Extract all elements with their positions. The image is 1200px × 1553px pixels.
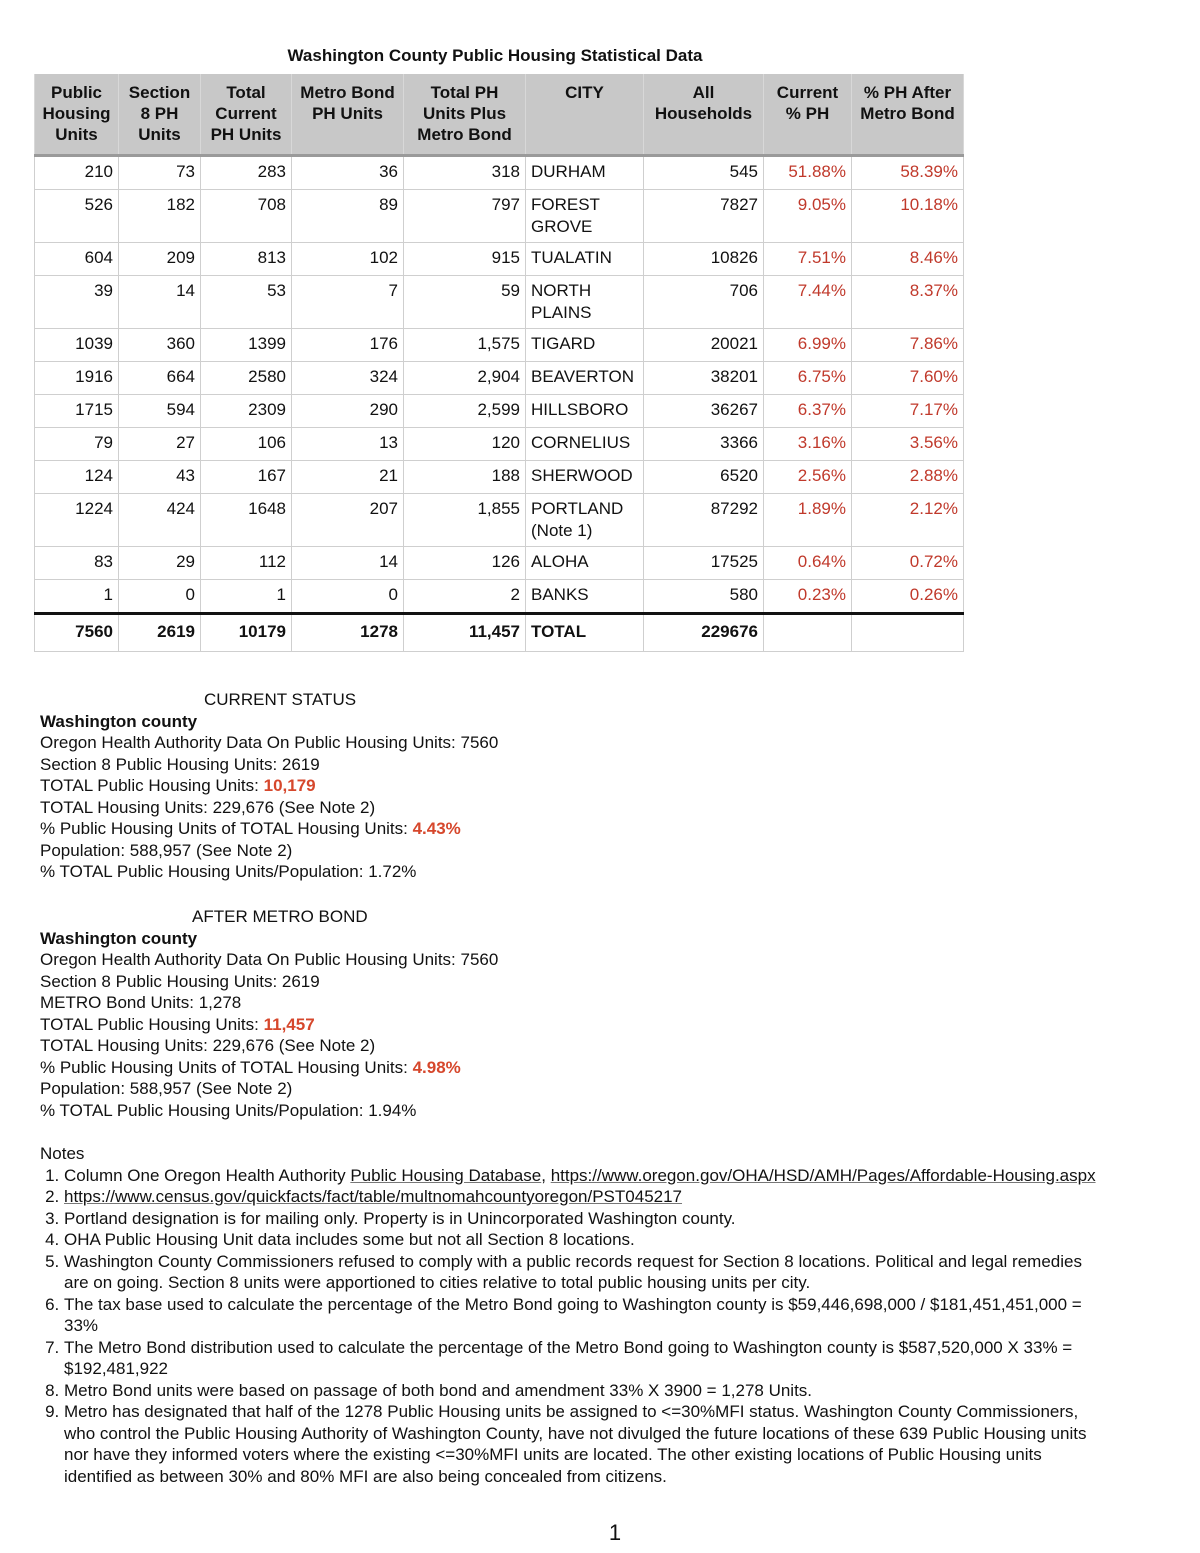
cell-metro-bond-units: 36 bbox=[292, 156, 404, 190]
cell-total-plus-metro: 1,575 bbox=[404, 329, 526, 362]
table-row bbox=[35, 362, 964, 395]
after-metro-bond-county: Washington county bbox=[40, 928, 198, 948]
cell-all-households: 7827 bbox=[644, 190, 764, 243]
cell-city: HILLSBORO bbox=[526, 395, 644, 428]
note-item: 8. Metro Bond units were based on passage of both bond and amendment 33% X 3900 = 1,278 Units. bbox=[64, 1380, 1100, 1402]
cell-current-pct bbox=[764, 614, 852, 652]
cell-after-pct: 8.46% bbox=[852, 243, 964, 276]
cell-metro-bond-units: 13 bbox=[292, 428, 404, 461]
cell-metro-bond-units: 1278 bbox=[292, 614, 404, 652]
cell-after-pct: 8.37% bbox=[852, 276, 964, 329]
cell-metro-bond-units: 0 bbox=[292, 580, 404, 614]
note-item: 7. The Metro Bond distribution used to calculate the percentage of the Metro Bond going to Washington county is $587,520,000 X 33% = $192,481,922 bbox=[64, 1337, 1100, 1380]
cell-total-plus-metro: 2,904 bbox=[404, 362, 526, 395]
cell-city: BANKS bbox=[526, 580, 644, 614]
after-metro-bond-heading: AFTER METRO BOND bbox=[192, 907, 368, 926]
header-public-housing-units: Public Housing Units bbox=[35, 74, 119, 156]
header-total-plus-metro: Total PH Units Plus Metro Bond bbox=[404, 74, 526, 156]
cell-total-plus-metro: 11,457 bbox=[404, 614, 526, 652]
current-status-heading: CURRENT STATUS bbox=[204, 690, 357, 709]
table-row bbox=[35, 428, 964, 461]
cell-metro-bond-units: 14 bbox=[292, 547, 404, 580]
cell-after-pct: 0.26% bbox=[852, 580, 964, 614]
cell-section8-units: 14 bbox=[119, 276, 201, 329]
cell-section8-units: 43 bbox=[119, 461, 201, 494]
cell-section8-units: 594 bbox=[119, 395, 201, 428]
cell-total-plus-metro: 797 bbox=[404, 190, 526, 243]
cell-public-housing-units: 83 bbox=[35, 547, 119, 580]
cell-public-housing-units: 1224 bbox=[35, 494, 119, 547]
cell-all-households: 545 bbox=[644, 156, 764, 190]
cell-total-current-units: 283 bbox=[201, 156, 292, 190]
cell-section8-units: 0 bbox=[119, 580, 201, 614]
cell-all-households: 38201 bbox=[644, 362, 764, 395]
cell-after-pct: 3.56% bbox=[852, 428, 964, 461]
cell-section8-units: 27 bbox=[119, 428, 201, 461]
cell-current-pct: 9.05% bbox=[764, 190, 852, 243]
status-line: TOTAL Housing Units: 229,676 (See Note 2) bbox=[40, 1036, 376, 1055]
note-item: 4. OHA Public Housing Unit data includes some but not all Section 8 locations. bbox=[64, 1229, 1100, 1251]
table-row bbox=[35, 276, 964, 329]
status-line: % Public Housing Units of TOTAL Housing Units: 4.43% bbox=[40, 819, 461, 838]
table-row bbox=[35, 243, 964, 276]
cell-total-current-units: 2309 bbox=[201, 395, 292, 428]
cell-section8-units: 664 bbox=[119, 362, 201, 395]
cell-city: SHERWOOD bbox=[526, 461, 644, 494]
cell-after-pct: 7.17% bbox=[852, 395, 964, 428]
table-row bbox=[35, 190, 964, 243]
cell-all-households: 17525 bbox=[644, 547, 764, 580]
cell-all-households: 706 bbox=[644, 276, 764, 329]
cell-total-current-units: 112 bbox=[201, 547, 292, 580]
cell-all-households: 580 bbox=[644, 580, 764, 614]
cell-metro-bond-units: 290 bbox=[292, 395, 404, 428]
status-line: TOTAL Housing Units: 229,676 (See Note 2) bbox=[40, 797, 376, 817]
oha-affordable-housing-link[interactable]: https://www.oregon.gov/OHA/HSD/AMH/Pages/Affordable-Housing.aspx bbox=[550, 1165, 1096, 1185]
cell-current-pct: 0.64% bbox=[764, 547, 852, 580]
cell-public-housing-units: 526 bbox=[35, 190, 119, 243]
housing-data-table bbox=[34, 74, 964, 652]
status-line: % TOTAL Public Housing Units/Population: 1.94% bbox=[40, 1100, 417, 1120]
cell-metro-bond-units: 102 bbox=[292, 243, 404, 276]
table-total-row bbox=[35, 614, 964, 652]
cell-public-housing-units: 7560 bbox=[35, 614, 119, 652]
header-section8-units: Section 8 PH Units bbox=[119, 74, 201, 156]
table-row bbox=[35, 329, 964, 362]
cell-total-plus-metro: 126 bbox=[404, 547, 526, 580]
cell-city: CORNELIUS bbox=[526, 428, 644, 461]
cell-after-pct bbox=[852, 614, 964, 652]
cell-metro-bond-units: 21 bbox=[292, 461, 404, 494]
cell-metro-bond-units: 324 bbox=[292, 362, 404, 395]
note-item: 5. Washington County Commissioners refused to comply with a public records request for Section 8 locations. Political and legal remedies are on going. Section 8 units were apportioned to cities relative to total public housing units per city. bbox=[64, 1251, 1100, 1294]
cell-city: FOREST GROVE bbox=[526, 190, 644, 243]
cell-total-plus-metro: 2,599 bbox=[404, 395, 526, 428]
document-title: Washington County Public Housing Statistical Data bbox=[287, 46, 703, 65]
cell-metro-bond-units: 89 bbox=[292, 190, 404, 243]
status-line: Oregon Health Authority Data On Public Housing Units: 7560 bbox=[40, 733, 499, 752]
notes-section bbox=[40, 1143, 1100, 1487]
cell-current-pct: 3.16% bbox=[764, 428, 852, 461]
cell-total-current-units: 708 bbox=[201, 190, 292, 243]
table-row bbox=[35, 494, 964, 547]
cell-total-current-units: 1 bbox=[201, 580, 292, 614]
cell-total-current-units: 1399 bbox=[201, 329, 292, 362]
notes-heading: Notes bbox=[40, 1144, 85, 1163]
cell-city: TOTAL bbox=[526, 614, 644, 652]
page-number: 1 bbox=[608, 1520, 622, 1545]
cell-current-pct: 0.23% bbox=[764, 580, 852, 614]
cell-public-housing-units: 79 bbox=[35, 428, 119, 461]
cell-total-plus-metro: 120 bbox=[404, 428, 526, 461]
cell-total-plus-metro: 915 bbox=[404, 243, 526, 276]
status-line: Population: 588,957 (See Note 2) bbox=[40, 1079, 293, 1098]
cell-after-pct: 7.60% bbox=[852, 362, 964, 395]
cell-current-pct: 6.99% bbox=[764, 329, 852, 362]
cell-after-pct: 0.72% bbox=[852, 547, 964, 580]
note-item: 1. Column One Oregon Health Authority Public Housing Database, https://www.oregon.gov/OHA/HSD/AMH/Pages/Affordable-Housing.aspx bbox=[64, 1165, 1100, 1187]
cell-total-current-units: 53 bbox=[201, 276, 292, 329]
cell-total-plus-metro: 2 bbox=[404, 580, 526, 614]
cell-section8-units: 360 bbox=[119, 329, 201, 362]
cell-public-housing-units: 39 bbox=[35, 276, 119, 329]
cell-total-current-units: 1648 bbox=[201, 494, 292, 547]
cell-section8-units: 424 bbox=[119, 494, 201, 547]
cell-after-pct: 58.39% bbox=[852, 156, 964, 190]
cell-all-households: 3366 bbox=[644, 428, 764, 461]
cell-city: ALOHA bbox=[526, 547, 644, 580]
census-quickfacts-link[interactable]: https://www.census.gov/quickfacts/fact/table/multnomahcountyoregon/PST045217 bbox=[64, 1187, 683, 1206]
current-status-county: Washington county bbox=[40, 711, 198, 731]
cell-metro-bond-units: 176 bbox=[292, 329, 404, 362]
table-row bbox=[35, 156, 964, 190]
cell-section8-units: 2619 bbox=[119, 614, 201, 652]
cell-section8-units: 73 bbox=[119, 156, 201, 190]
after-metro-bond-section bbox=[40, 906, 498, 1121]
cell-public-housing-units: 1 bbox=[35, 580, 119, 614]
header-total-current-units: Total Current PH Units bbox=[201, 74, 292, 156]
cell-total-current-units: 167 bbox=[201, 461, 292, 494]
cell-all-households: 10826 bbox=[644, 243, 764, 276]
cell-public-housing-units: 1039 bbox=[35, 329, 119, 362]
cell-section8-units: 29 bbox=[119, 547, 201, 580]
header-metro-bond-units: Metro Bond PH Units bbox=[292, 74, 404, 156]
cell-after-pct: 10.18% bbox=[852, 190, 964, 243]
cell-public-housing-units: 604 bbox=[35, 243, 119, 276]
status-line: Section 8 Public Housing Units: 2619 bbox=[40, 971, 320, 991]
cell-public-housing-units: 210 bbox=[35, 156, 119, 190]
note-item: 3. Portland designation is for mailing only. Property is in Unincorporated Washington county. bbox=[64, 1208, 1100, 1230]
cell-city: TUALATIN bbox=[526, 243, 644, 276]
cell-total-current-units: 813 bbox=[201, 243, 292, 276]
status-line: TOTAL Public Housing Units: 11,457 bbox=[40, 1014, 315, 1034]
cell-total-plus-metro: 1,855 bbox=[404, 494, 526, 547]
note-item: 9. Metro has designated that half of the 1278 Public Housing units be assigned to <=30%MFI status. Washington County Commissioners, who control the Public Housing Authority of Washington County, have not divulged the future locations of these 639 Public Housing units nor have they informed voters where the existing <=30%MFI units are located. The other existing locations of Public Housing units identified as between 30% and 80% MFI are also being concealed from citizens. bbox=[64, 1401, 1100, 1487]
cell-total-plus-metro: 59 bbox=[404, 276, 526, 329]
cell-after-pct: 2.88% bbox=[852, 461, 964, 494]
header-all-households: All Households bbox=[644, 74, 764, 156]
note-item: 6. The tax base used to calculate the percentage of the Metro Bond going to Washington county is $59,446,698,000 / $181,451,451,000 = 33% bbox=[64, 1294, 1100, 1337]
status-line: Oregon Health Authority Data On Public Housing Units: 7560 bbox=[40, 950, 499, 969]
table-row bbox=[35, 395, 964, 428]
cell-city: TIGARD bbox=[526, 329, 644, 362]
cell-total-current-units: 10179 bbox=[201, 614, 292, 652]
cell-total-plus-metro: 188 bbox=[404, 461, 526, 494]
highlighted-value: 11,457 bbox=[263, 1014, 315, 1034]
cell-total-current-units: 106 bbox=[201, 428, 292, 461]
highlighted-value: 4.43% bbox=[412, 819, 461, 838]
highlighted-value: 10,179 bbox=[263, 776, 316, 795]
cell-section8-units: 209 bbox=[119, 243, 201, 276]
cell-after-pct: 2.12% bbox=[852, 494, 964, 547]
status-line: Population: 588,957 (See Note 2) bbox=[40, 840, 293, 860]
note-item bbox=[64, 1186, 1100, 1208]
current-status-section bbox=[40, 689, 498, 883]
header-current-pct: Current % PH bbox=[764, 74, 852, 156]
cell-public-housing-units: 1715 bbox=[35, 395, 119, 428]
cell-current-pct: 7.44% bbox=[764, 276, 852, 329]
cell-city: PORTLAND (Note 1) bbox=[526, 494, 644, 547]
cell-all-households: 36267 bbox=[644, 395, 764, 428]
status-line: TOTAL Public Housing Units: 10,179 bbox=[40, 776, 316, 795]
cell-metro-bond-units: 7 bbox=[292, 276, 404, 329]
highlighted-value: 4.98% bbox=[412, 1057, 461, 1077]
cell-all-households: 6520 bbox=[644, 461, 764, 494]
cell-current-pct: 6.75% bbox=[764, 362, 852, 395]
header-after-pct: % PH After Metro Bond bbox=[852, 74, 964, 156]
cell-all-households: 229676 bbox=[644, 614, 764, 652]
status-line: % TOTAL Public Housing Units/Population: 1.72% bbox=[40, 862, 417, 881]
cell-current-pct: 51.88% bbox=[764, 156, 852, 190]
cell-city: BEAVERTON bbox=[526, 362, 644, 395]
cell-metro-bond-units: 207 bbox=[292, 494, 404, 547]
status-line: % Public Housing Units of TOTAL Housing Units: 4.98% bbox=[40, 1057, 461, 1077]
header-city: CITY bbox=[526, 74, 644, 156]
table-header-row bbox=[35, 74, 964, 156]
table-row bbox=[35, 580, 964, 614]
cell-total-plus-metro: 318 bbox=[404, 156, 526, 190]
cell-city: DURHAM bbox=[526, 156, 644, 190]
cell-current-pct: 6.37% bbox=[764, 395, 852, 428]
table-row bbox=[35, 461, 964, 494]
cell-public-housing-units: 124 bbox=[35, 461, 119, 494]
cell-current-pct: 2.56% bbox=[764, 461, 852, 494]
cell-after-pct: 7.86% bbox=[852, 329, 964, 362]
public-housing-database-link[interactable]: Public Housing Database bbox=[350, 1165, 542, 1185]
cell-total-current-units: 2580 bbox=[201, 362, 292, 395]
cell-all-households: 87292 bbox=[644, 494, 764, 547]
cell-current-pct: 1.89% bbox=[764, 494, 852, 547]
status-line: METRO Bond Units: 1,278 bbox=[40, 993, 242, 1012]
table-row bbox=[35, 547, 964, 580]
cell-current-pct: 7.51% bbox=[764, 243, 852, 276]
cell-section8-units: 182 bbox=[119, 190, 201, 243]
status-line: Section 8 Public Housing Units: 2619 bbox=[40, 754, 320, 774]
cell-public-housing-units: 1916 bbox=[35, 362, 119, 395]
cell-city: NORTH PLAINS bbox=[526, 276, 644, 329]
cell-all-households: 20021 bbox=[644, 329, 764, 362]
